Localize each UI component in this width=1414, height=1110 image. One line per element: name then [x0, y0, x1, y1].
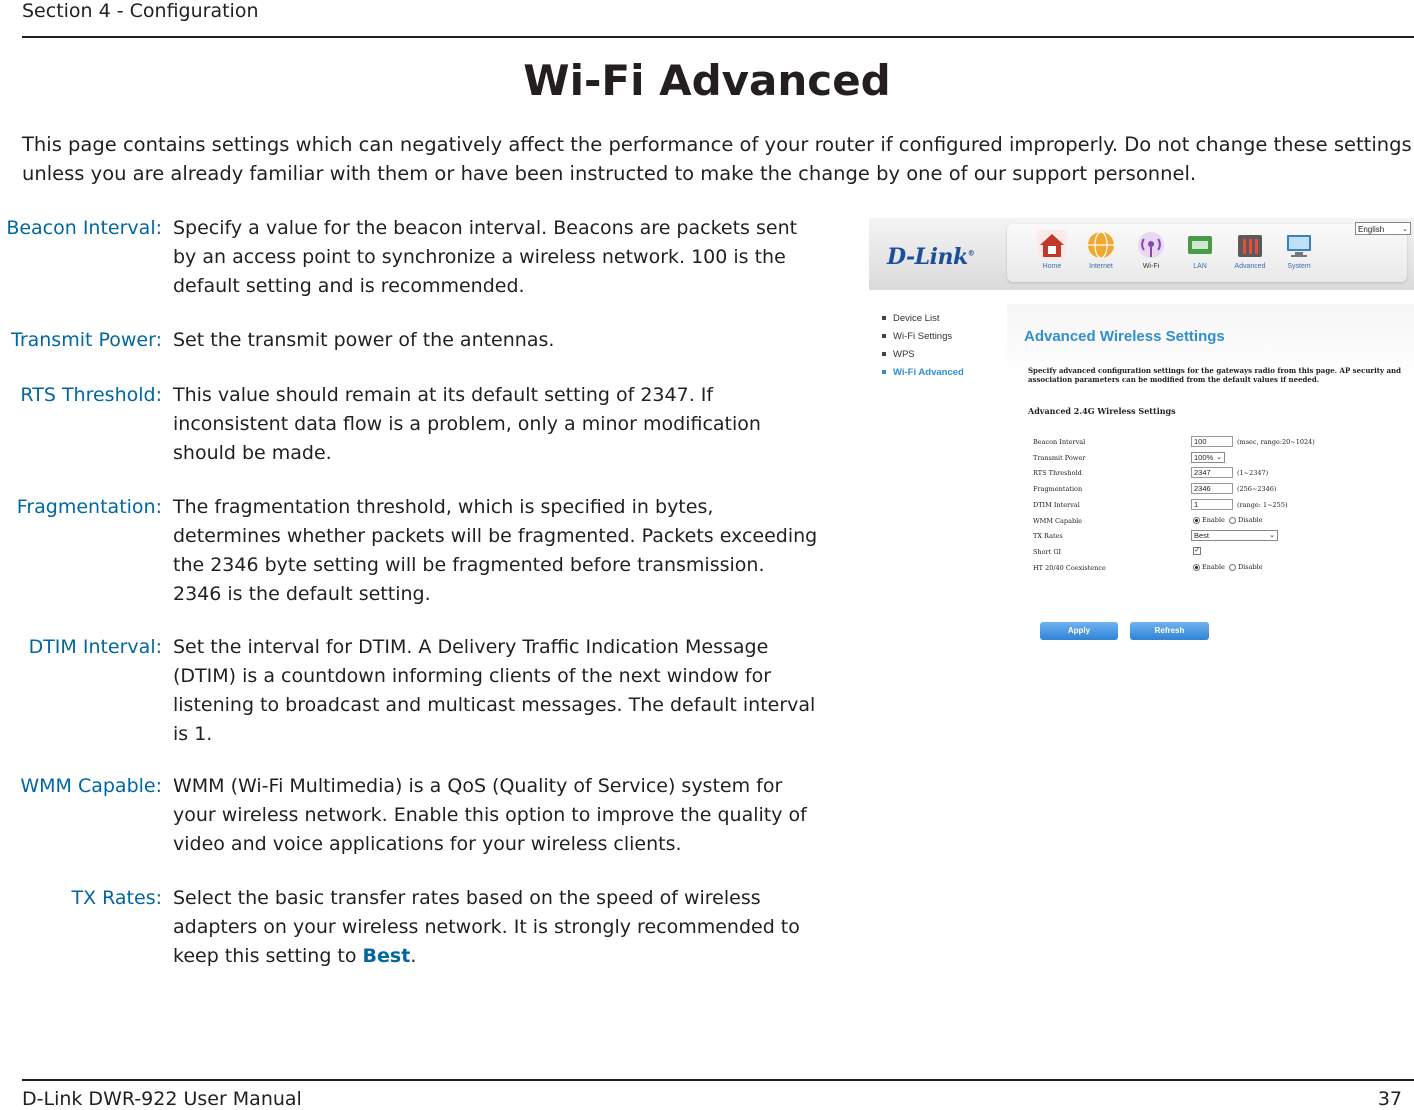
- ht-coexistence-radios: [1191, 563, 1263, 571]
- section-label: Section 4 - Configuration: [22, 0, 259, 22]
- beacon-interval-hint: (msec, range:20~1024): [1237, 438, 1315, 446]
- monitor-icon: [1284, 230, 1314, 260]
- tools-icon: [1235, 230, 1265, 260]
- sidebar-item-wps[interactable]: [882, 349, 915, 360]
- desc-tx-rates: [173, 884, 818, 971]
- sidebar-label: Wi-Fi Settings: [893, 331, 953, 342]
- term-dtim-interval: DTIM Interval:: [28, 636, 162, 658]
- ht-enable-label: Enable: [1202, 563, 1225, 571]
- transmit-power-value: 100%: [1194, 453, 1214, 462]
- bottom-divider: [22, 1079, 1414, 1081]
- refresh-button[interactable]: Refresh: [1130, 622, 1209, 640]
- transmit-power-select[interactable]: [1191, 452, 1225, 463]
- nav-lan[interactable]: [1180, 230, 1220, 270]
- desc-tx-rates-bold: Best: [362, 945, 411, 967]
- desc-rts-threshold: This value should remain at its default setting of 2347. If inconsistent data flow is a problem, only a minor modification should be made.: [173, 384, 761, 464]
- settings-section-title: Advanced 2.4G Wireless Settings: [1028, 406, 1176, 416]
- ht-disable-label: Disable: [1237, 563, 1263, 571]
- tx-rates-select[interactable]: [1191, 530, 1278, 541]
- term-transmit-power: Transmit Power:: [11, 329, 162, 351]
- nav-system[interactable]: [1279, 230, 1319, 270]
- desc-wmm-capable: WMM (Wi-Fi Multimedia) is a QoS (Quality of Service) system for your wireless network. Enable this option to improve the quality of video and voice applications for your wireless clients.: [173, 775, 807, 855]
- nav-internet[interactable]: [1081, 230, 1121, 270]
- desc-beacon-interval: Specify a value for the beacon interval. Beacons are packets sent by an access point to synchronize a wireless network. 100 is the default setting and is recommended.: [173, 217, 798, 297]
- nav-wifi-label: Wi-Fi: [1142, 263, 1160, 270]
- beacon-interval-label: Beacon Interval: [1033, 438, 1086, 446]
- rts-threshold-input[interactable]: 2347: [1191, 467, 1233, 478]
- desc-tx-rates-text: Select the basic transfer rates based on the speed of wireless adapters on your wireless network. It is strongly recommended to keep this setting to: [173, 887, 800, 967]
- home-icon: [1037, 230, 1067, 260]
- settings-heading: Advanced Wireless Settings: [1024, 328, 1225, 345]
- router-header: [869, 218, 1414, 290]
- nav-home-label: Home: [1042, 263, 1062, 270]
- footer-manual-title: D-Link DWR-922 User Manual: [22, 1088, 302, 1110]
- wmm-enable-radio[interactable]: [1193, 517, 1200, 524]
- wmm-disable-label: Disable: [1237, 516, 1263, 524]
- wmm-enable-label: Enable: [1202, 516, 1225, 524]
- router-screenshot: [869, 218, 1414, 693]
- dtim-interval-label: DTIM Interval: [1033, 501, 1080, 509]
- desc-transmit-power: Set the transmit power of the antennas.: [173, 329, 555, 351]
- wmm-capable-radios: [1191, 516, 1263, 524]
- chevron-down-icon: ⌄: [1402, 226, 1408, 233]
- sidebar-label: Device List: [893, 313, 940, 324]
- language-value: English: [1358, 225, 1385, 234]
- dlink-logo-text: D-Link: [887, 244, 968, 270]
- term-tx-rates: TX Rates:: [71, 887, 162, 909]
- dtim-interval-hint: (range: 1~255): [1237, 501, 1288, 509]
- wmm-capable-label: WMM Capable: [1033, 517, 1083, 525]
- dlink-logo: D-Link®: [887, 244, 975, 270]
- nav-system-label: System: [1287, 263, 1311, 270]
- beacon-interval-input[interactable]: 100: [1191, 436, 1233, 447]
- nav-advanced-label: Advanced: [1234, 263, 1266, 270]
- wifi-icon: [1136, 230, 1166, 260]
- sidebar-item-wifi-advanced[interactable]: [882, 367, 964, 378]
- term-beacon-interval: Beacon Interval:: [6, 217, 162, 239]
- sidebar-label: Wi-Fi Advanced: [893, 367, 964, 378]
- page-title: Wi-Fi Advanced: [523, 56, 891, 105]
- desc-tx-rates-end: .: [410, 945, 417, 967]
- desc-dtim-interval: Set the interval for DTIM. A Delivery Traffic Indication Message (DTIM) is a countdown informing clients of the next window for listening to broadcast and multicast messages. The default interval is 1.: [173, 636, 816, 745]
- short-gi-label: Short GI: [1033, 548, 1062, 556]
- fragmentation-hint: (256~2346): [1237, 485, 1277, 493]
- wmm-disable-radio[interactable]: [1229, 517, 1236, 524]
- language-select[interactable]: [1355, 222, 1411, 235]
- short-gi-checkbox[interactable]: ✓: [1194, 547, 1200, 554]
- globe-icon: [1086, 230, 1116, 260]
- nav-wifi[interactable]: [1131, 230, 1171, 270]
- fragmentation-input[interactable]: 2346: [1191, 483, 1233, 494]
- sidebar-item-wifi-settings[interactable]: [882, 331, 952, 342]
- ht-coexistence-label: HT 20/40 Coexistence: [1033, 564, 1106, 572]
- nav-lan-label: LAN: [1193, 263, 1207, 270]
- rts-threshold-hint: (1~2347): [1237, 469, 1269, 477]
- chevron-down-icon: ⌄: [1216, 454, 1222, 461]
- chevron-down-icon: ⌄: [1269, 532, 1275, 539]
- dtim-interval-input[interactable]: 1: [1191, 499, 1233, 510]
- term-rts-threshold: RTS Threshold:: [20, 384, 162, 406]
- ht-enable-radio[interactable]: [1193, 564, 1200, 571]
- rts-threshold-label: RTS Threshold: [1033, 469, 1082, 477]
- ht-disable-radio[interactable]: [1229, 564, 1236, 571]
- sidebar-item-device-list[interactable]: [882, 313, 939, 324]
- lan-icon: [1185, 230, 1215, 260]
- term-wmm-capable: WMM Capable:: [20, 775, 162, 797]
- tx-rates-label: TX Rates: [1033, 532, 1063, 540]
- intro-paragraph: This page contains settings which can negatively affect the performance of your router if configured improperly. Do not change these settings unless you are already familiar with them or have been instructed to make the change by one of our support personnel.: [22, 133, 1412, 185]
- nav-home[interactable]: [1032, 230, 1072, 270]
- apply-button[interactable]: Apply: [1040, 622, 1118, 640]
- desc-fragmentation: The fragmentation threshold, which is specified in bytes, determines whether packets will be fragmented. Packets exceeding the 2346 byte setting will be fragmented before transmission. 2346 is the default setting.: [173, 496, 818, 605]
- tx-rates-value: Best: [1194, 531, 1210, 540]
- transmit-power-label: Transmit Power: [1033, 454, 1086, 462]
- nav-advanced[interactable]: [1230, 230, 1270, 270]
- page-number: 37: [1377, 1088, 1402, 1110]
- settings-description: Specify advanced configuration settings for the gateways radio from this page. AP security and association parameters can be modified from the default values if needed.: [1028, 366, 1402, 384]
- top-divider: [22, 36, 1414, 38]
- fragmentation-label: Fragmentation: [1033, 485, 1083, 493]
- term-fragmentation: Fragmentation:: [16, 496, 162, 518]
- sidebar-label: WPS: [893, 349, 915, 360]
- nav-internet-label: Internet: [1089, 263, 1113, 270]
